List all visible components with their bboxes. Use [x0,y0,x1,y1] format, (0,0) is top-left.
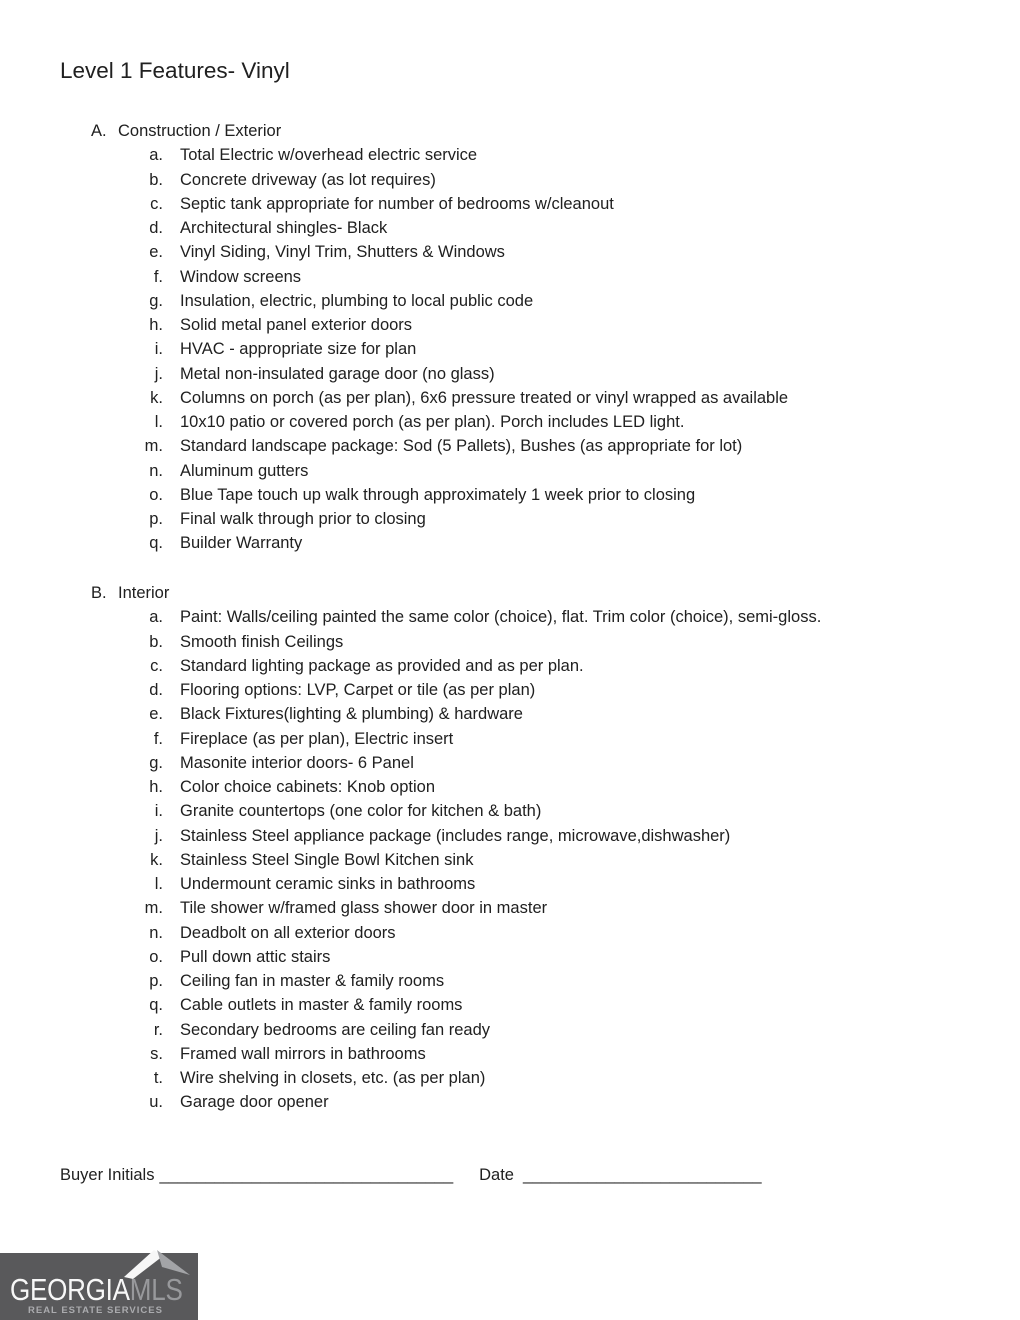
item-text: Masonite interior doors- 6 Panel [180,753,414,772]
item-text: Concrete driveway (as lot requires) [180,170,436,189]
feature-item [123,993,991,1017]
item-marker: a. [149,146,163,165]
item-text: Garage door opener [180,1093,329,1112]
item-marker: s. [150,1044,163,1063]
feature-item [123,289,991,313]
feature-item [123,459,991,483]
item-marker: p. [149,510,163,528]
item-text: Solid metal panel exterior doors [180,316,413,334]
item-text: Tile shower w/framed glass shower door in master [180,899,548,918]
feature-item [123,630,991,654]
item-text: Stainless Steel appliance package (includes range, microwave,dishwasher) [180,826,731,845]
item-marker: k. [150,850,163,869]
item-marker: j. [154,826,163,845]
feature-list [123,605,991,1114]
item-marker: q. [149,534,163,553]
section-title: Interior [118,584,170,602]
item-marker: a. [149,608,163,627]
feature-item [123,386,991,410]
item-text: Granite countertops (one color for kitchen & bath) [180,802,542,821]
feature-item [123,654,991,678]
item-text: Columns on porch (as per plan), 6x6 pressure treated or vinyl wrapped as available [180,388,789,407]
item-text: Architectural shingles- Black [180,219,388,237]
item-marker: c. [150,656,163,675]
date-label: Date [479,1166,514,1184]
item-text: Fireplace (as per plan), Electric insert [180,729,454,748]
item-text: Wire shelving in closets, etc. (as per plan) [180,1069,486,1087]
item-marker: d. [149,681,163,699]
feature-item [123,775,991,799]
item-marker: o. [149,947,163,966]
item-text: Smooth finish Ceilings [180,632,344,651]
item-text: Aluminum gutters [180,461,309,480]
section-marker: A. [91,122,107,140]
feature-item [123,872,991,896]
section-b [91,581,991,1115]
feature-item [123,751,991,775]
feature-item [123,362,991,386]
feature-item [123,824,991,848]
item-marker: j. [154,364,163,383]
feature-item [123,240,991,264]
item-marker: p. [149,972,163,990]
section-marker: B. [91,584,107,602]
item-marker: b. [149,170,163,189]
feature-item [123,848,991,872]
feature-item [123,969,991,993]
logo-text-georgia: GEORGIA [10,1272,130,1307]
item-text: Total Electric w/overhead electric service [180,146,478,165]
section-title: Construction / Exterior [118,122,282,140]
feature-item [123,678,991,702]
feature-item [123,168,991,192]
buyer-initials-label: Buyer Initials [60,1166,155,1184]
item-marker: u. [149,1093,163,1112]
item-marker: r. [153,1020,163,1039]
feature-item [123,921,991,945]
feature-item [123,799,991,823]
item-marker: m. [144,437,163,456]
item-marker: o. [149,485,163,504]
date-blank: __________________________ [522,1166,762,1184]
item-marker: e. [149,243,163,262]
feature-item [123,337,991,361]
item-text: Blue Tape touch up walk through approximately 1 week prior to closing [180,485,696,504]
document-title: Level 1 Features- Vinyl [60,58,290,83]
feature-item [123,313,991,337]
item-text: Window screens [180,267,302,286]
item-marker: i. [154,802,163,821]
item-text: Vinyl Siding, Vinyl Trim, Shutters & Windows [180,243,505,262]
item-text: Flooring options: LVP, Carpet or tile (as per plan) [180,681,536,699]
item-marker: l. [154,413,163,431]
item-marker: h. [149,316,163,334]
item-marker: k. [150,388,163,407]
item-marker: c. [150,194,163,213]
item-marker: f. [153,729,163,748]
signature-row [60,1163,762,1187]
feature-item [123,1090,991,1114]
logo-text-mls: MLS [129,1272,183,1307]
item-marker: n. [149,461,163,480]
item-marker: f. [153,267,163,286]
item-text: Ceiling fan in master & family rooms [180,972,445,990]
item-marker: q. [149,996,163,1015]
logo-tagline: REAL ESTATE SERVICES [28,1305,163,1316]
feature-list [123,143,991,555]
feature-item [123,896,991,920]
feature-item [123,531,991,555]
item-marker: e. [149,705,163,724]
item-text: Standard landscape package: Sod (5 Pallets), Bushes (as appropriate for lot) [180,437,743,456]
item-text: Metal non-insulated garage door (no glass) [180,364,495,383]
feature-item [123,216,991,240]
item-marker: g. [149,291,163,310]
item-text: Undermount ceramic sinks in bathrooms [180,875,476,893]
feature-item [123,1042,991,1066]
item-text: Cable outlets in master & family rooms [180,996,463,1015]
item-text: Standard lighting package as provided and as per plan. [180,656,584,675]
item-marker: n. [149,923,163,942]
feature-item [123,143,991,167]
item-text: Framed wall mirrors in bathrooms [180,1044,426,1063]
item-text: HVAC - appropriate size for plan [180,340,417,359]
buyer-initials-blank: ________________________________ [159,1166,454,1184]
item-marker: m. [144,899,163,918]
item-marker: i. [154,340,163,359]
item-marker: h. [149,778,163,796]
feature-item [123,702,991,726]
feature-item [123,434,991,458]
feature-item [123,192,991,216]
georgia-mls-logo [0,1244,198,1320]
item-text: Black Fixtures(lighting & plumbing) & hardware [180,705,523,724]
item-marker: g. [149,753,163,772]
item-marker: t. [153,1069,163,1087]
logo-wordmark [10,1274,183,1305]
feature-item [123,1018,991,1042]
item-text: Stainless Steel Single Bowl Kitchen sink [180,850,474,869]
item-text: Final walk through prior to closing [180,510,426,528]
feature-item [123,483,991,507]
item-marker: d. [149,219,163,237]
section-heading [91,581,991,605]
item-text: 10x10 patio or covered porch (as per plan). Porch includes LED light. [180,413,685,431]
item-text: Insulation, electric, plumbing to local public code [180,291,534,310]
item-text: Builder Warranty [180,534,303,553]
section-heading [91,119,991,143]
section-a [91,119,991,556]
feature-item [123,727,991,751]
item-text: Secondary bedrooms are ceiling fan ready [180,1020,491,1039]
item-text: Septic tank appropriate for number of bedrooms w/cleanout [180,194,614,213]
feature-item [123,410,991,434]
feature-item [123,1066,991,1090]
item-marker: l. [154,875,163,893]
item-text: Color choice cabinets: Knob option [180,778,435,796]
feature-item [123,945,991,969]
feature-item [123,605,991,629]
item-text: Paint: Walls/ceiling painted the same color (choice), flat. Trim color (choice), semi-gloss. [180,608,822,627]
item-marker: b. [149,632,163,651]
item-text: Pull down attic stairs [180,947,331,966]
feature-item [123,507,991,531]
item-text: Deadbolt on all exterior doors [180,923,396,942]
feature-item [123,265,991,289]
